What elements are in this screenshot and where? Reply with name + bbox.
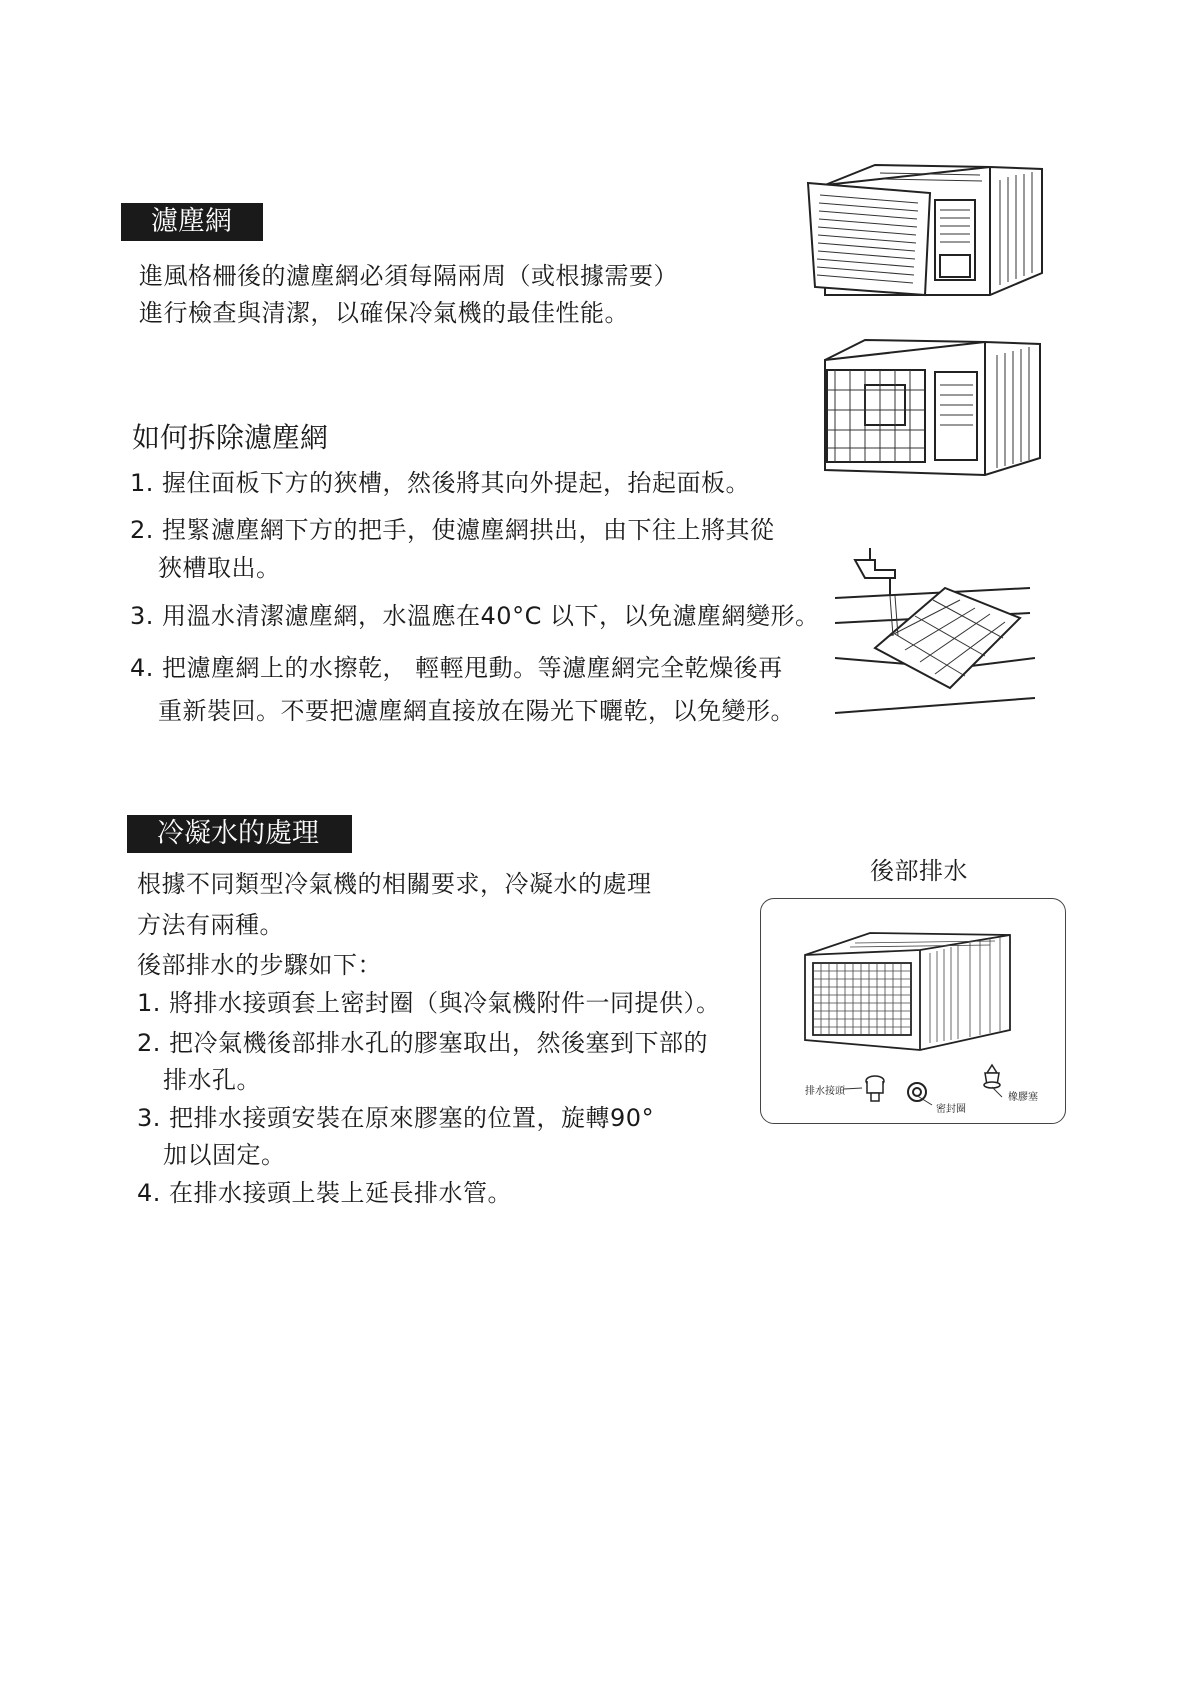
section-tag-filter: 濾塵網 [121, 203, 263, 241]
rear-drain-ac-illustration [795, 925, 1020, 1065]
label-rubber-plug: 橡膠塞 [1008, 1092, 1038, 1103]
remove-step-4: 4. 把濾塵網上的水擦乾， 輕輕甩動。等濾塵網完全乾燥後再 [130, 654, 783, 682]
drain-step-2: 2. 把冷氣機後部排水孔的膠塞取出，然後塞到下部的 [137, 1029, 709, 1057]
condensate-line-2: 方法有兩種。 [137, 911, 284, 939]
remove-filter-heading: 如何拆除濾塵網 [132, 421, 329, 454]
label-seal-ring: 密封圈 [936, 1104, 966, 1115]
section-tag-condensate: 冷凝水的處理 [127, 815, 352, 853]
condensate-line-1: 根據不同類型冷氣機的相關要求，冷凝水的處理 [137, 870, 652, 898]
remove-step-2-cont: 狹槽取出。 [158, 554, 281, 582]
remove-step-1: 1. 握住面板下方的狹槽，然後將其向外提起，抬起面板。 [130, 469, 751, 497]
drain-step-2-cont: 排水孔。 [163, 1066, 261, 1094]
ac-filter-exposed-illustration [805, 330, 1045, 480]
remove-step-4-cont: 重新裝回。不要把濾塵網直接放在陽光下曬乾，以免變形。 [158, 697, 795, 725]
diagram-caption: 後部排水 [870, 857, 968, 885]
leader-lines [840, 1085, 1020, 1115]
drain-step-1: 1. 將排水接頭套上密封圈（與冷氣機附件一同提供）。 [137, 989, 721, 1017]
filter-intro-line-2: 進行檢查與清潔，以確保冷氣機的最佳性能。 [139, 299, 629, 327]
remove-step-3: 3. 用溫水清潔濾塵網，水溫應在40°C 以下，以免濾塵網變形。 [130, 602, 820, 630]
ac-panel-lifted-illustration [800, 155, 1045, 305]
drain-step-3: 3. 把排水接頭安裝在原來膠塞的位置，旋轉90° [137, 1104, 655, 1132]
drain-step-4: 4. 在排水接頭上裝上延長排水管。 [137, 1179, 513, 1207]
label-drain-joint: 排水接頭 [805, 1086, 845, 1097]
condensate-line-3: 後部排水的步驟如下： [137, 951, 382, 979]
filter-intro-line-1: 進風格柵後的濾塵網必須每隔兩周（或根據需要） [139, 262, 678, 290]
filter-washing-illustration [835, 548, 1035, 718]
remove-step-2: 2. 捏緊濾塵網下方的把手，使濾塵網拱出，由下往上將其從 [130, 516, 775, 544]
drain-step-3-cont: 加以固定。 [163, 1141, 286, 1169]
